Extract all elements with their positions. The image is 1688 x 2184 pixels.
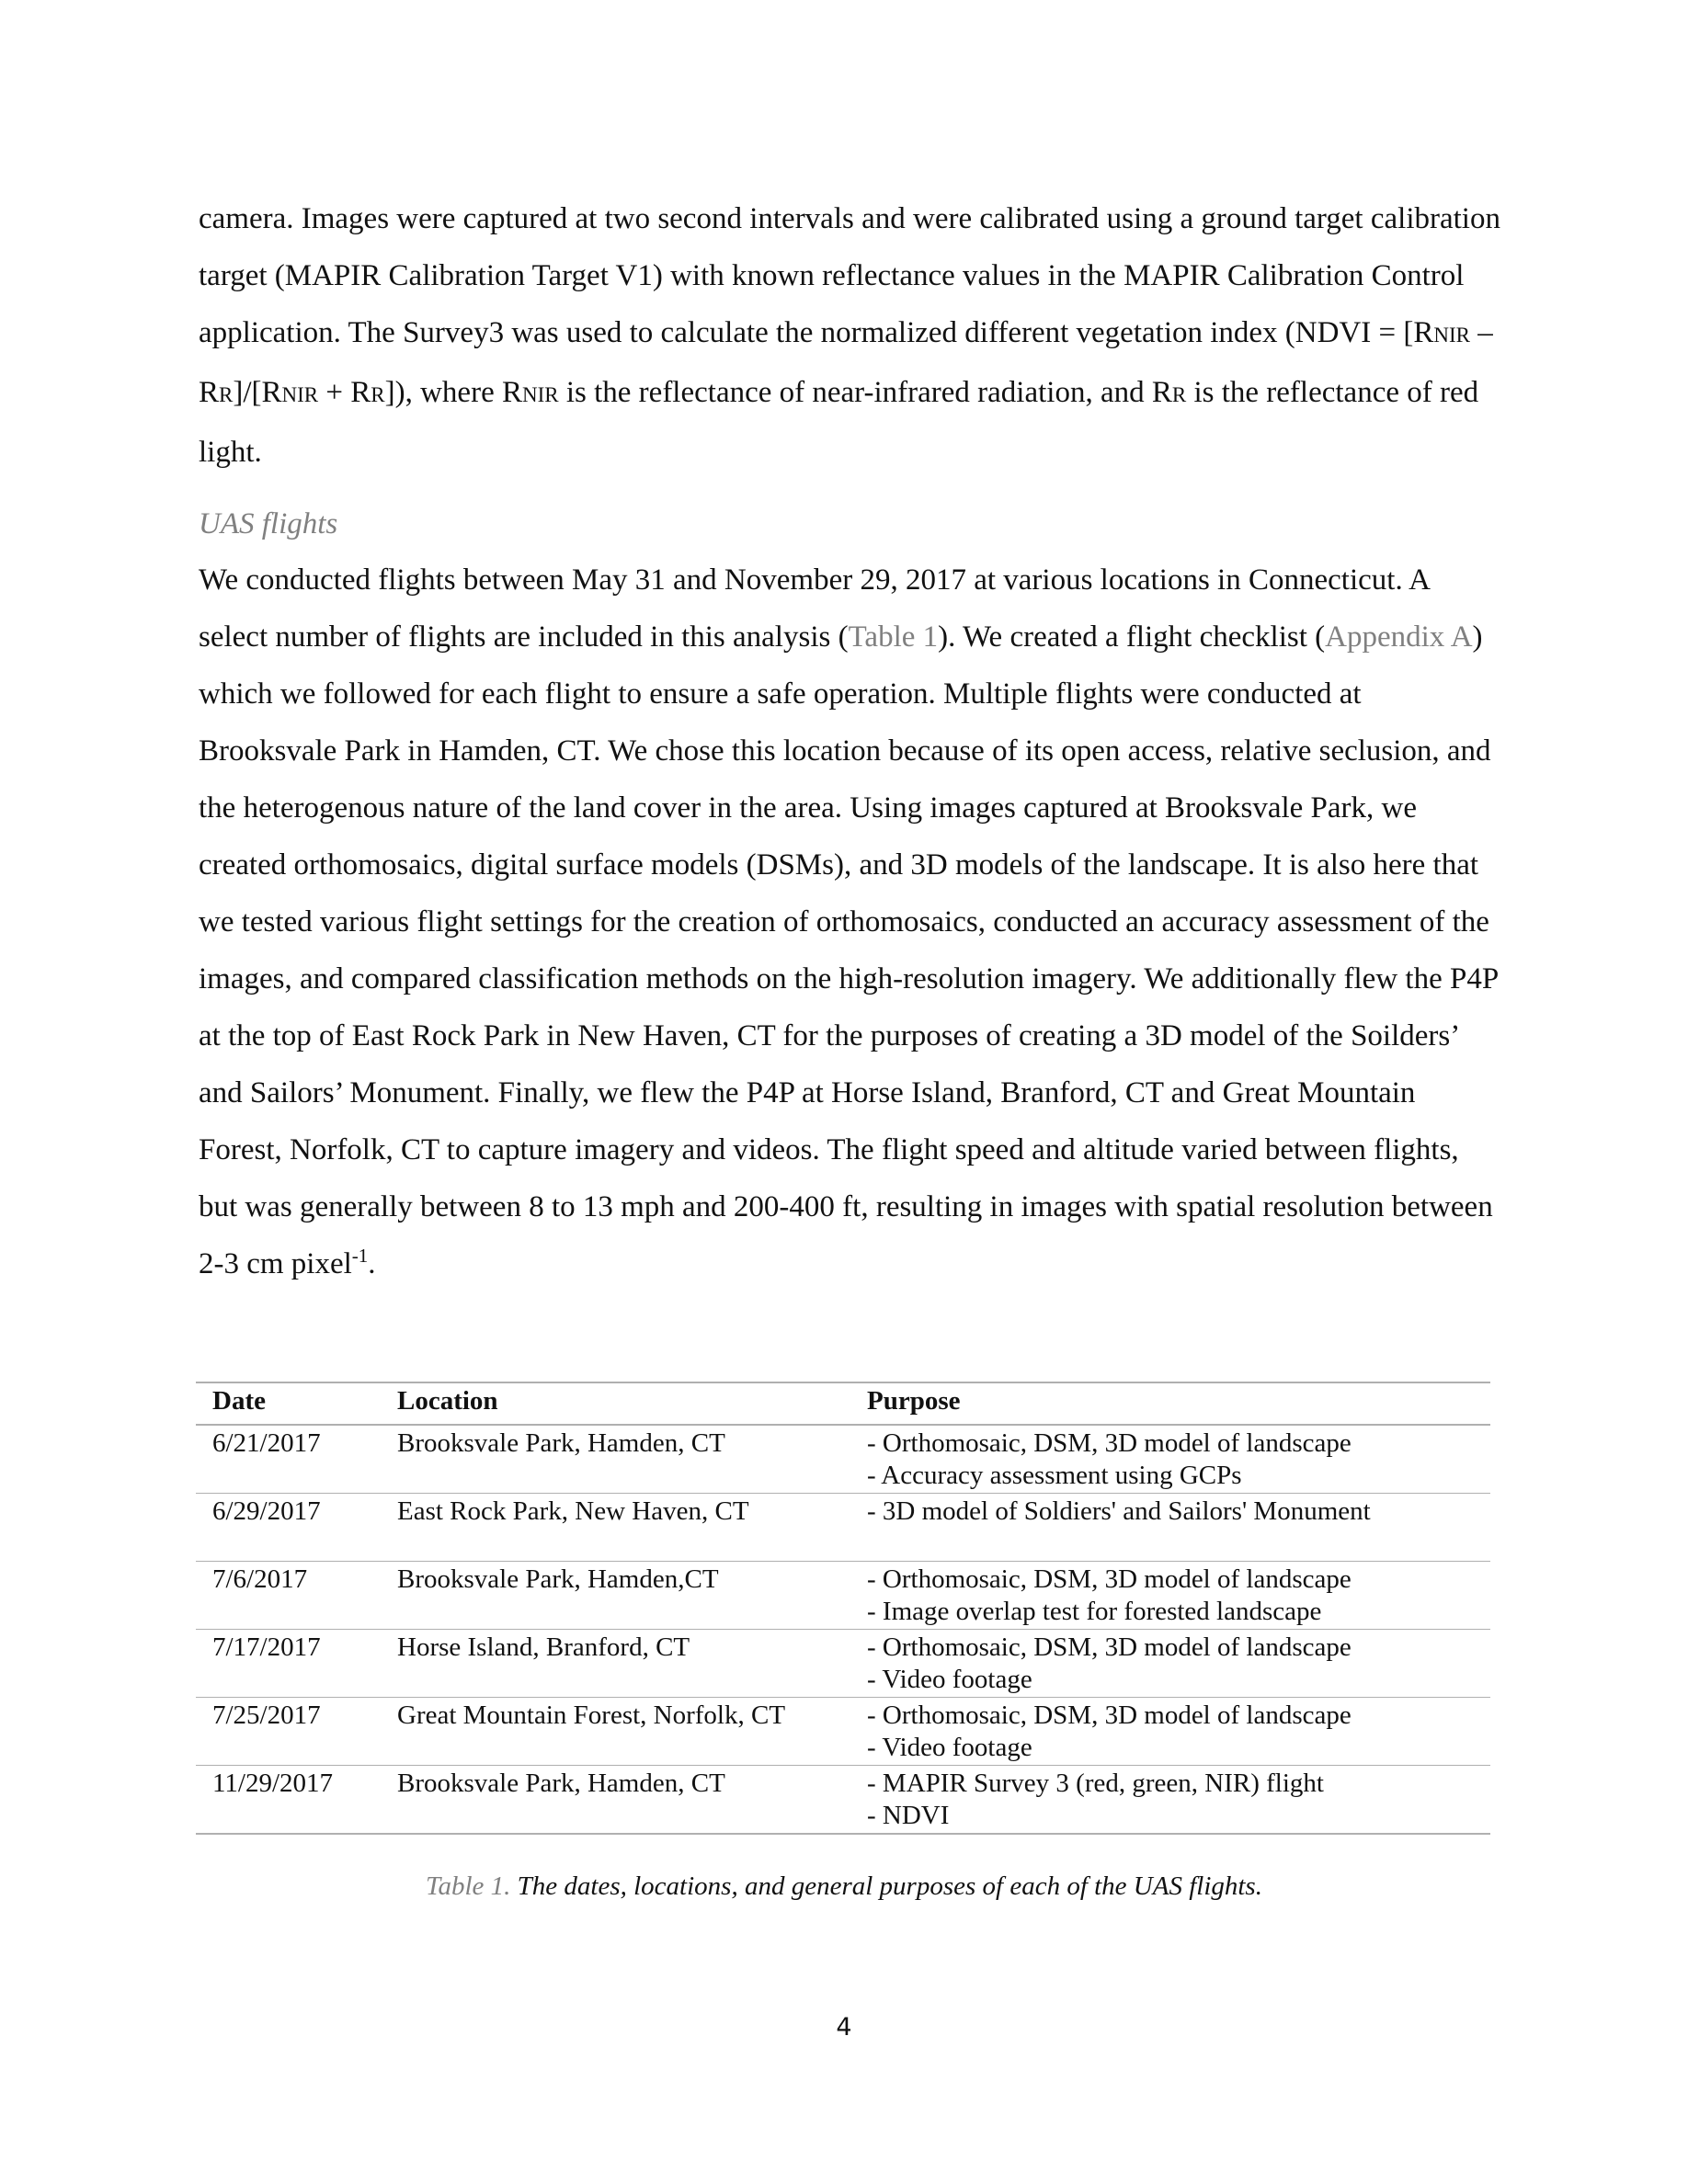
purpose-line: - Video footage: [867, 1733, 1032, 1762]
purpose-line: - Orthomosaic, DSM, 3D model of landscape: [867, 1428, 1352, 1458]
cell-date: 7/25/2017: [196, 1698, 381, 1766]
appendix-reference-link[interactable]: Appendix A: [1325, 620, 1473, 654]
purpose-line: - Image overlap test for forested landscape: [867, 1597, 1322, 1626]
cell-date: 7/17/2017: [196, 1630, 381, 1698]
purpose-line: - Orthomosaic, DSM, 3D model of landscape: [867, 1632, 1352, 1662]
cell-purpose: [850, 1698, 1490, 1766]
cell-date: 7/6/2017: [196, 1562, 381, 1630]
cell-location: Horse Island, Branford, CT: [381, 1630, 850, 1698]
table-row: [196, 1698, 1490, 1766]
paragraph-uas-flights: We conducted flights between May 31 and November 29, 2017 at various locations in Connecticut. A select number of flights are included in this analysis (Table 1). We created a flight checklist (Appendix A) which we followed for each flight to ensure a safe operation. Multiple flights were conducted at Brooksvale Park in Hamden, CT. We chose this location because of its open access, relative seclusion, and the heterogenous nature of the land cover in the area. Using images captured at Brooksvale Park, we created orthomosaics, digital surface models (DSMs), and 3D models of the landscape. It is also here that we tested various flight settings for the creation of orthomosaics, conducted an accuracy assessment of the images, and compared classification methods on the high-resolution imagery. We additionally flew the P4P at the top of East Rock Park in New Haven, CT for the purposes of creating a 3D model of the Soilders’ and Sailors’ Monument. Finally, we flew the P4P at Horse Island, Branford, CT and Great Mountain Forest, Norfolk, CT to capture imagery and videos. The flight speed and altitude varied between flights, but was generally between 8 to 13 mph and 200-400 ft, resulting in images with spatial resolution between 2-3 cm pixel$^{-1}$.: [199, 563, 1498, 1280]
table-reference-link[interactable]: Table 1: [848, 620, 939, 654]
header-purpose: Purpose: [850, 1382, 1490, 1425]
cell-purpose: [850, 1630, 1490, 1698]
cell-date: 11/29/2017: [196, 1766, 381, 1835]
purpose-line: - NDVI: [867, 1801, 950, 1830]
cell-purpose: [850, 1494, 1490, 1562]
caption-text: The dates, locations, and general purposes of each of the UAS flights.: [510, 1871, 1262, 1901]
table-body: [196, 1425, 1490, 1834]
cell-location: Brooksvale Park, Hamden,CT: [381, 1562, 850, 1630]
table-row: [196, 1766, 1490, 1835]
header-location: Location: [381, 1382, 850, 1425]
table-row: [196, 1494, 1490, 1562]
section-heading: UAS flights: [199, 507, 338, 540]
purpose-line: - 3D model of Soldiers' and Sailors' Monument: [867, 1496, 1371, 1526]
cell-location: Brooksvale Park, Hamden, CT: [381, 1425, 850, 1494]
paragraph-camera-calibration: camera. Images were captured at two second intervals and were calibrated using a ground target calibration target (MAPIR Calibration Target V1) with known reflectance values in the MAPIR Calibration Control application. The Survey3 was used to calculate the normalized different vegetation index (NDVI = [RNIR – RR]/[RNIR + RR]), where RNIR is the reflectance of near-infrared radiation, and RR is the reflectance of red light.: [199, 202, 1500, 469]
purpose-line: - Orthomosaic, DSM, 3D model of landscape: [867, 1564, 1352, 1594]
purpose-line: - Accuracy assessment using GCPs: [867, 1461, 1242, 1490]
purpose-line: - MAPIR Survey 3 (red, green, NIR) flight: [867, 1769, 1324, 1798]
caption-label: Table 1.: [426, 1871, 511, 1901]
cell-purpose: [850, 1766, 1490, 1835]
cell-date: 6/29/2017: [196, 1494, 381, 1562]
table-caption: [199, 1868, 1489, 1905]
cell-location: Brooksvale Park, Hamden, CT: [381, 1766, 850, 1835]
table-row: [196, 1425, 1490, 1494]
purpose-line: - Orthomosaic, DSM, 3D model of landscape: [867, 1701, 1352, 1730]
header-date: Date: [196, 1382, 381, 1425]
page-number: 4: [836, 2013, 852, 2042]
table-header-row: [196, 1382, 1490, 1425]
cell-purpose: [850, 1562, 1490, 1630]
cell-date: 6/21/2017: [196, 1425, 381, 1494]
cell-location: East Rock Park, New Haven, CT: [381, 1494, 850, 1562]
flights-table: [196, 1382, 1490, 1835]
purpose-line: - Video footage: [867, 1665, 1032, 1694]
table-row: [196, 1562, 1490, 1630]
cell-location: Great Mountain Forest, Norfolk, CT: [381, 1698, 850, 1766]
table-row: [196, 1630, 1490, 1698]
cell-purpose: [850, 1425, 1490, 1494]
